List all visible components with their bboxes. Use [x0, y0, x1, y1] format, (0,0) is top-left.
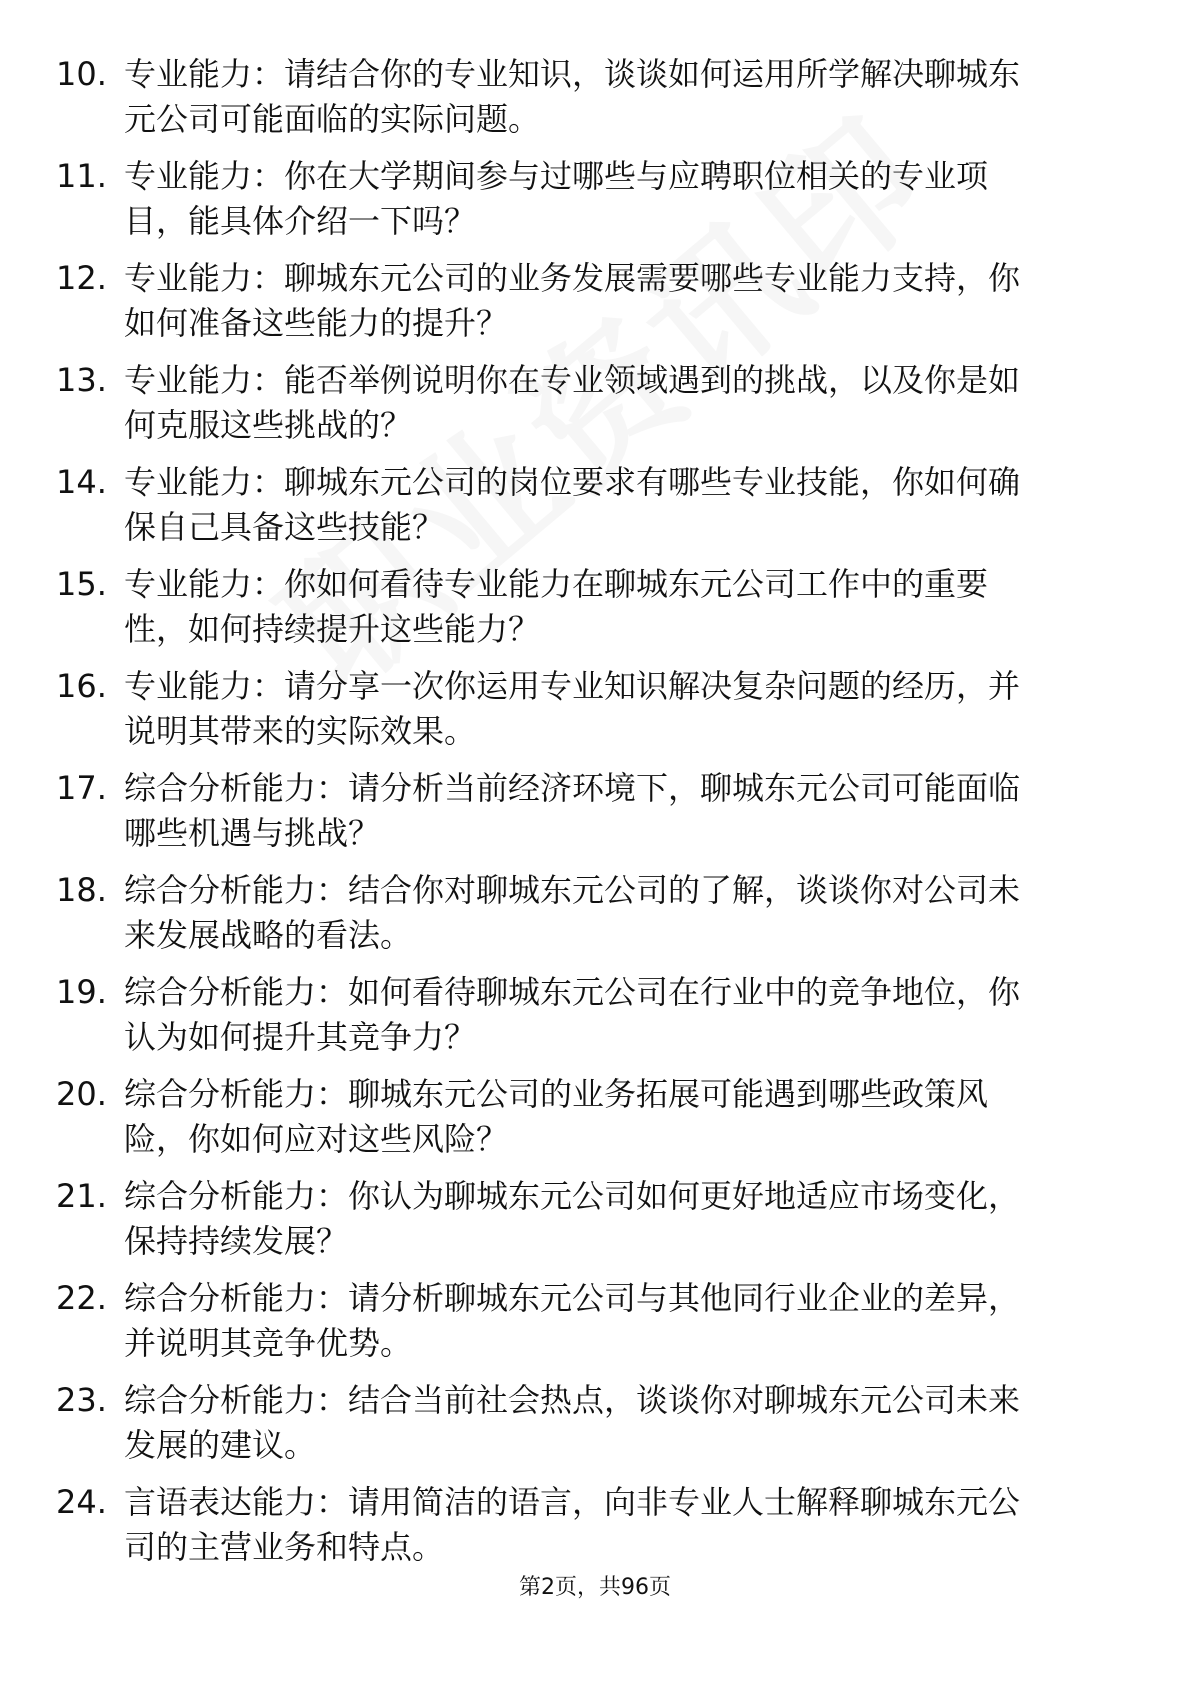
question-text: 专业能力：能否举例说明你在专业领域遇到的挑战，以及你是如何克服这些挑战的？ [124, 361, 1021, 444]
question-text: 综合分析能力：结合你对聊城东元公司的了解，谈谈你对公司未来发展战略的看法。 [124, 871, 1021, 954]
question-item [56, 256, 1136, 346]
question-item [56, 1378, 1136, 1468]
question-item [56, 970, 1136, 1060]
question-number: 13. [56, 361, 107, 399]
question-number: 17. [56, 769, 107, 807]
question-number: 22. [56, 1279, 107, 1317]
question-text: 专业能力：聊城东元公司的业务发展需要哪些专业能力支持，你如何准备这些能力的提升？ [124, 259, 1021, 342]
question-text: 综合分析能力：你认为聊城东元公司如何更好地适应市场变化，保持持续发展？ [124, 1177, 1021, 1260]
question-item [56, 664, 1136, 754]
question-number: 20. [56, 1075, 107, 1113]
question-item [56, 1276, 1136, 1366]
question-item [56, 1072, 1136, 1162]
question-number: 11. [56, 157, 107, 195]
question-text: 综合分析能力：结合当前社会热点，谈谈你对聊城东元公司未来发展的建议。 [124, 1381, 1021, 1464]
question-number: 10. [56, 55, 107, 93]
question-text: 综合分析能力：请分析当前经济环境下，聊城东元公司可能面临哪些机遇与挑战？ [124, 769, 1021, 852]
question-text: 专业能力：你在大学期间参与过哪些与应聘职位相关的专业项目，能具体介绍一下吗？ [124, 157, 989, 240]
question-number: 15. [56, 565, 107, 603]
question-text: 综合分析能力：如何看待聊城东元公司在行业中的竞争地位，你认为如何提升其竞争力？ [124, 973, 1021, 1056]
question-text: 言语表达能力：请用简洁的语言，向非专业人士解释聊城东元公司的主营业务和特点。 [124, 1483, 1021, 1566]
question-item [56, 460, 1136, 550]
page-footer [0, 1573, 1190, 1603]
question-text: 综合分析能力：请分析聊城东元公司与其他同行业企业的差异，并说明其竞争优势。 [124, 1279, 1021, 1362]
question-number: 12. [56, 259, 107, 297]
question-item [56, 154, 1136, 244]
question-item [56, 562, 1136, 652]
page-number-label: 第2页，共96页 [519, 1575, 671, 1600]
question-item [56, 766, 1136, 856]
question-item [56, 52, 1136, 142]
question-number: 21. [56, 1177, 107, 1215]
question-text: 专业能力：请结合你的专业知识，谈谈如何运用所学解决聊城东元公司可能面临的实际问题。 [124, 55, 1021, 138]
question-number: 18. [56, 871, 107, 909]
question-text: 综合分析能力：聊城东元公司的业务拓展可能遇到哪些政策风险，你如何应对这些风险？ [124, 1075, 989, 1158]
question-text: 专业能力：你如何看待专业能力在聊城东元公司工作中的重要性，如何持续提升这些能力？ [124, 565, 989, 648]
question-number: 16. [56, 667, 107, 705]
question-item [56, 358, 1136, 448]
question-text: 专业能力：请分享一次你运用专业知识解决复杂问题的经历，并说明其带来的实际效果。 [124, 667, 1021, 750]
question-text: 专业能力：聊城东元公司的岗位要求有哪些专业技能，你如何确保自己具备这些技能？ [124, 463, 1021, 546]
question-number: 14. [56, 463, 107, 501]
question-item [56, 1480, 1136, 1570]
question-number: 23. [56, 1381, 107, 1419]
question-number: 19. [56, 973, 107, 1011]
question-item [56, 1174, 1136, 1264]
question-item [56, 868, 1136, 958]
question-number: 24. [56, 1483, 107, 1521]
question-list [56, 52, 1136, 1582]
